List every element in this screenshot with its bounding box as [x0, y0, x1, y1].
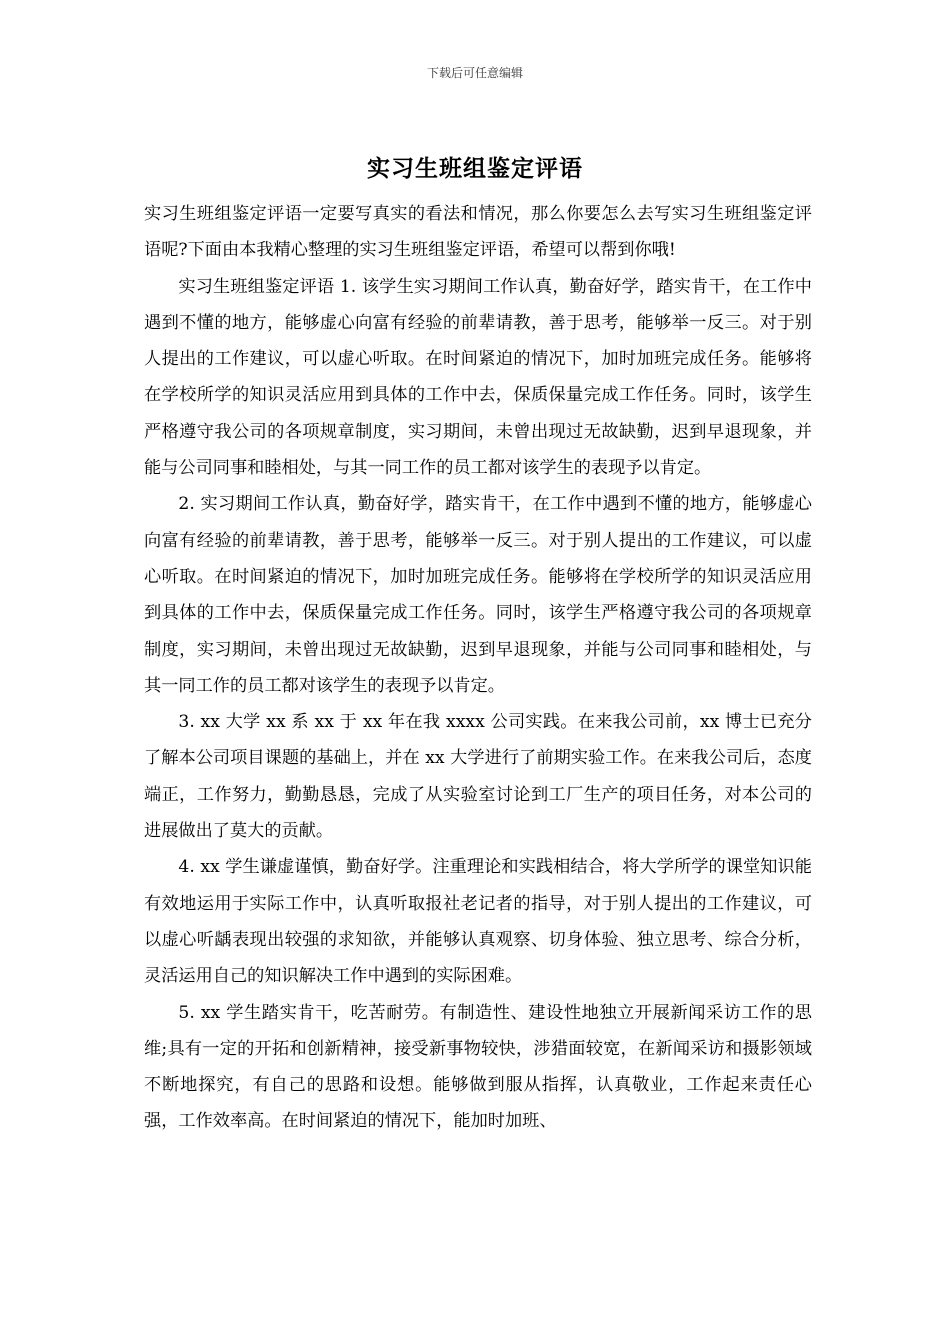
- paragraph-5: 5. xx 学生踏实肯干，吃苦耐劳。有制造性、建设性地独立开展新闻采访工作的思维;具有一定的开拓和创新精神，接受新事物较快，涉猎面较宽，在新闻采访和摄影领域不断地探究，有自己的思路和设想。能够做到服从指挥，认真敬业，工作起来责任心强，工作效率高。在时间紧迫的情况下，能加时加班、: [144, 1002, 812, 1132]
- paragraph-4: 4. xx 学生谦虚谨慎，勤奋好学。注重理论和实践相结合，将大学所学的课堂知识能有效地运用于实际工作中，认真听取报社老记者的指导，对于别人提出的工作建议，可以虚心听龋表现出较强的求知欲，并能够认真观察、切身体验、独立思考、综合分析，灵活运用自己的知识解决工作中遇到的实际困难。: [144, 857, 812, 987]
- header-note: 下载后可任意编辑: [426, 66, 523, 80]
- document-title: 实习生班组鉴定评语: [367, 155, 583, 182]
- paragraph-2: 2. 实习期间工作认真，勤奋好学，踏实肯干，在工作中遇到不懂的地方，能够虚心向富有经验的前辈请教，善于思考，能够举一反三。对于别人提出的工作建议，可以虚心听取。在时间紧迫的情况下，加时加班完成任务。能够将在学校所学的知识灵活应用到具体的工作中去，保质保量完成工作任务。同时，该学生严格遵守我公司的各项规章制度，实习期间，未曾出现过无故缺勤，迟到早退现象，并能与公司同事和睦相处，与其一同工作的员工都对该学生的表现予以肯定。: [144, 494, 812, 696]
- intro-paragraph: 实习生班组鉴定评语一定要写真实的看法和情况，那么你要怎么去写实习生班组鉴定评语呢?下面由本我精心整理的实习生班组鉴定评语，希望可以帮到你哦!: [144, 204, 812, 261]
- paragraph-1: 实习生班组鉴定评语 1. 该学生实习期间工作认真，勤奋好学，踏实肯干，在工作中遇到不懂的地方，能够虚心向富有经验的前辈请教，善于思考，能够举一反三。对于别人提出的工作建议，可以虚心听取。在时间紧迫的情况下，加时加班完成任务。能够将在学校所学的知识灵活应用到具体的工作中去，保质保量完成工作任务。同时，该学生严格遵守我公司的各项规章制度，实习期间，未曾出现过无故缺勤，迟到早退现象，并能与公司同事和睦相处，与其一同工作的员工都对该学生的表现予以肯定。: [144, 276, 812, 479]
- paragraph-3: 3. xx 大学 xx 系 xx 于 xx 年在我 xxxx 公司实践。在来我公司前，xx 博士已充分了解本公司项目课题的基础上，并在 xx 大学进行了前期实验工作。在来我公司后，态度端正，工作努力，勤勤恳恳，完成了从实验室讨论到工厂生产的项目任务，对本公司的进展做出了莫大的贡献。: [144, 712, 812, 842]
- document-body: [144, 196, 812, 1140]
